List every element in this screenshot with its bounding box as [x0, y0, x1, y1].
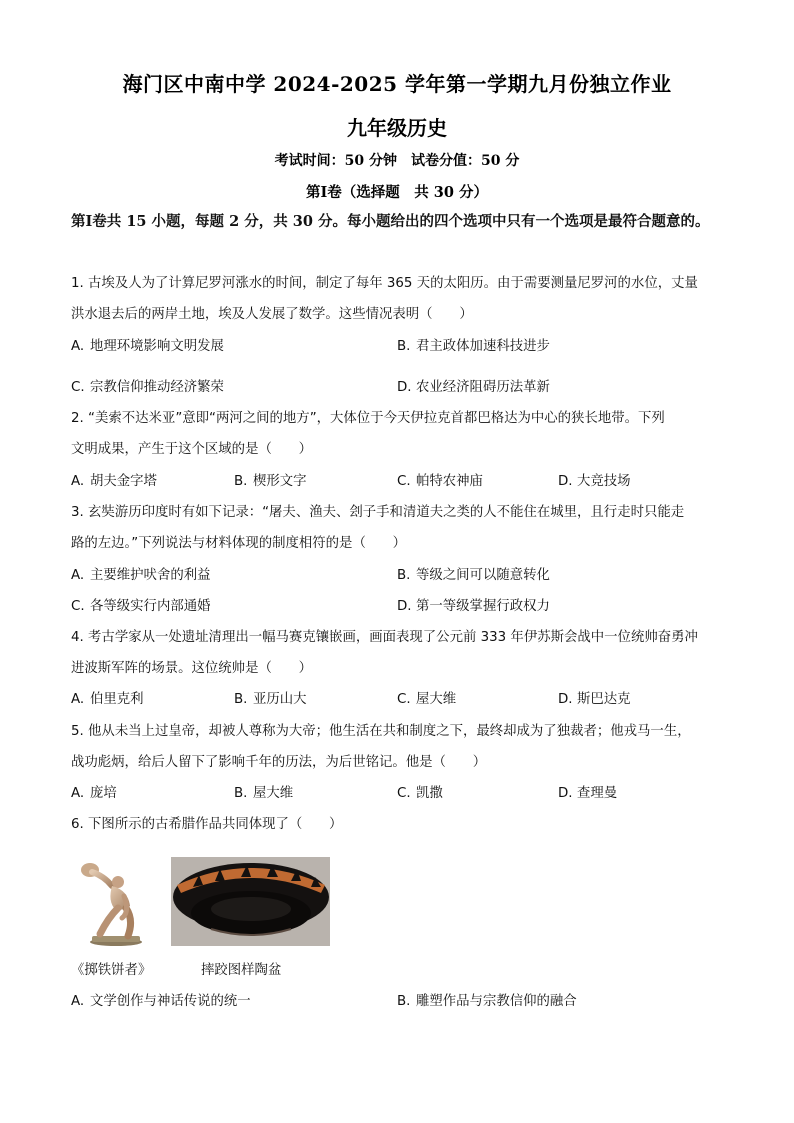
question-6-line-1: 6. 下图所示的古希腊作品共同体现了（ ）	[71, 817, 343, 832]
question-2-line-1: 2. “美索不达米亚”意即“两河之间的地方”，大体位于今天伊拉克首都巴格达为中心的狭长地带。下列	[71, 411, 665, 426]
question-3-option-a: A. 主要维护吠舍的利益	[71, 568, 211, 583]
question-4-option-c: C. 屋大维	[397, 692, 457, 707]
exam-title: 海门区中南中学 2024-2025 学年第一学期九月份独立作业	[122, 72, 672, 96]
question-1-option-c: C. 宗教信仰推动经济繁荣	[71, 380, 224, 395]
section-title: 第Ⅰ卷（选择题 共 30 分）	[305, 184, 489, 201]
wrestling-bowl-image	[171, 857, 330, 946]
question-5-option-b: B. 屋大维	[234, 786, 294, 801]
question-2-option-d: D. 大竞技场	[558, 474, 631, 489]
question-4-line-1: 4. 考古学家从一处遗址清理出一幅马赛克镶嵌画，画面表现了公元前 333 年伊苏斯会战中一位统帅奋勇冲	[71, 630, 698, 645]
question-6-option-a: A. 文学创作与神话传说的统一	[71, 994, 251, 1009]
question-2-option-b: B. 楔形文字	[234, 474, 307, 489]
question-3-line-1: 3. 玄奘游历印度时有如下记录：“屠夫、渔夫、刽子手和清道夫之类的人不能住在城里，且行走时只能走	[71, 505, 685, 520]
caption-discobolus: 《掷铁饼者》	[71, 963, 152, 978]
question-3-line-2: 路的左边。”下列说法与材料体现的制度相符的是（ ）	[71, 536, 407, 551]
question-5-option-d: D. 查理曼	[558, 786, 618, 801]
question-4-option-b: B. 亚历山大	[234, 692, 307, 707]
question-1-option-b: B. 君主政体加速科技进步	[397, 339, 550, 354]
question-1-line-1: 1. 古埃及人为了计算尼罗河涨水的时间，制定了每年 365 天的太阳历。由于需要测量尼罗河的水位，丈量	[71, 276, 698, 291]
question-2-option-a: A. 胡夫金字塔	[71, 474, 157, 489]
section-instructions: 第Ⅰ卷共 15 小题，每题 2 分，共 30 分。每小题给出的四个选项中只有一个选项是最符合题意的。	[71, 213, 710, 230]
question-1-option-a: A. 地理环境影响文明发展	[71, 339, 224, 354]
question-4-line-2: 进波斯军阵的场景。这位统帅是（ ）	[71, 661, 313, 676]
question-2-option-c: C. 帕特农神庙	[397, 474, 483, 489]
question-4-option-a: A. 伯里克利	[71, 692, 144, 707]
question-6-option-b: B. 雕塑作品与宗教信仰的融合	[397, 994, 577, 1009]
exam-meta: 考试时间：50 分钟 试卷分值：50 分	[274, 153, 520, 169]
question-5-option-c: C. 凯撒	[397, 786, 443, 801]
question-2-line-2: 文明成果，产生于这个区域的是（ ）	[71, 442, 313, 457]
question-5-line-1: 5. 他从未当上过皇帝，却被人尊称为大帝；他生活在共和制度之下，最终却成为了独裁者；他戎马一生，	[71, 724, 691, 739]
question-3-option-c: C. 各等级实行内部通婚	[71, 599, 211, 614]
exam-subject: 九年级历史	[347, 116, 447, 140]
discobolus-image	[78, 856, 148, 948]
question-3-option-d: D. 第一等级掌握行政权力	[397, 599, 550, 614]
question-5-option-a: A. 庞培	[71, 786, 117, 801]
question-5-line-2: 战功彪炳，给后人留下了影响千年的历法，为后世铭记。他是（ ）	[71, 755, 487, 770]
question-3-option-b: B. 等级之间可以随意转化	[397, 568, 550, 583]
caption-wrestling-bowl: 摔跤图样陶盆	[201, 963, 282, 978]
question-4-option-d: D. 斯巴达克	[558, 692, 631, 707]
question-1-line-2: 洪水退去后的两岸土地，埃及人发展了数学。这些情况表明（ ）	[71, 307, 473, 322]
question-1-option-d: D. 农业经济阻碍历法革新	[397, 380, 550, 395]
